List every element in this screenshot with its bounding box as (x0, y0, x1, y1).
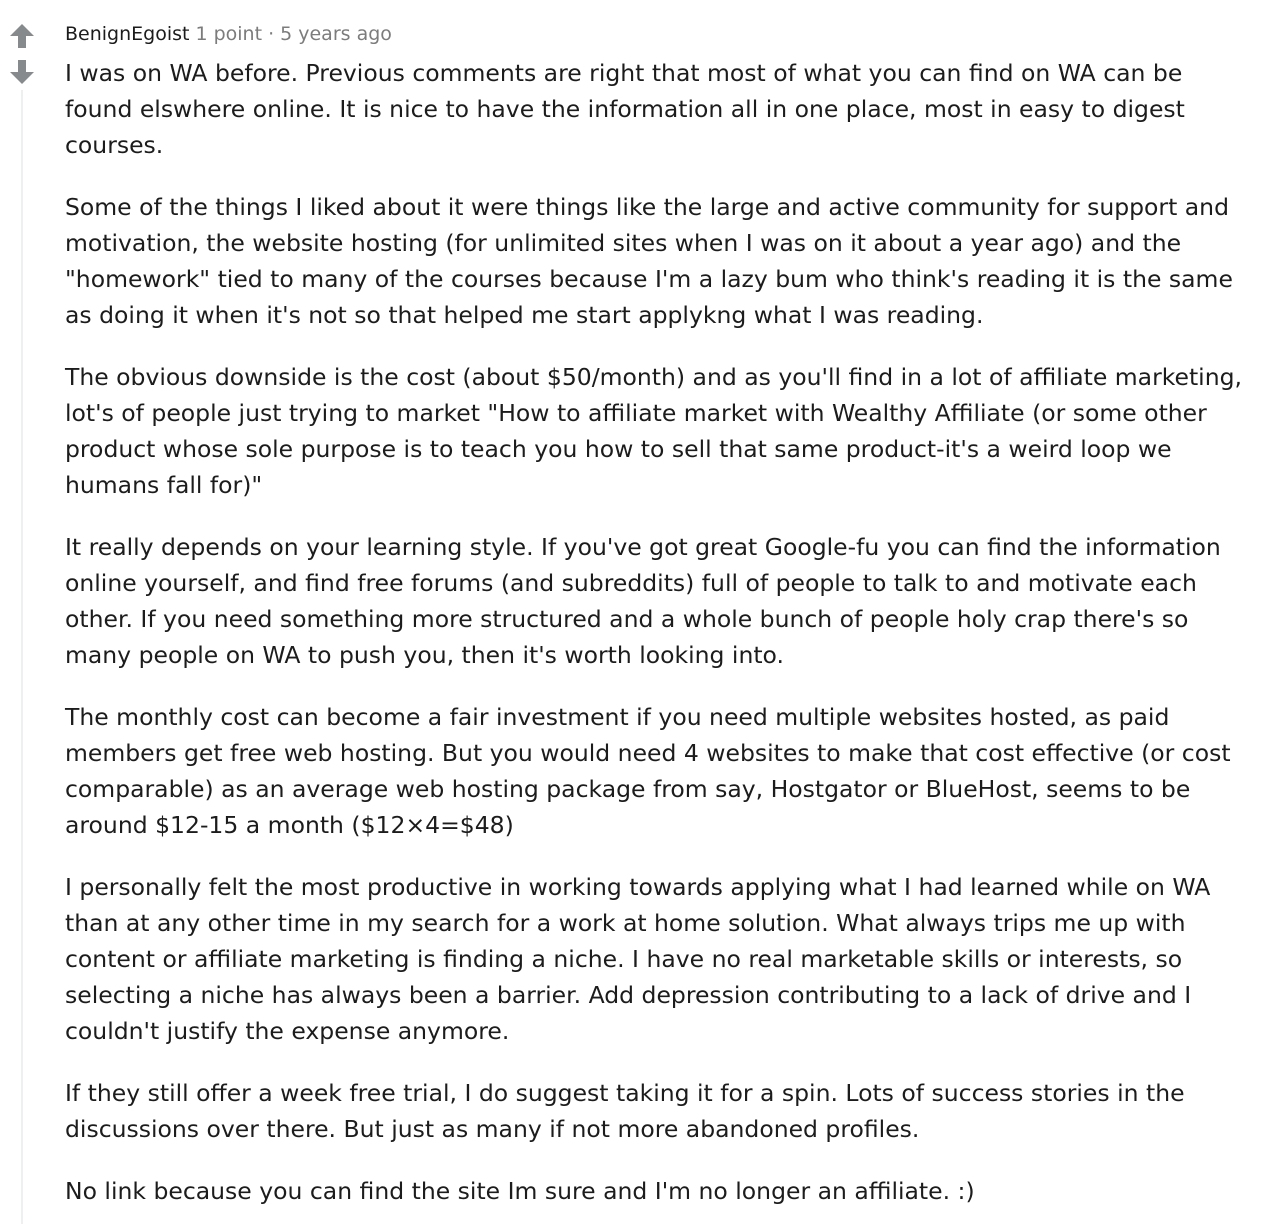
comment-paragraph-4: It really depends on your learning style. If you've got great Google-fu you can find the information online yourself, and find free forums (and subreddits) full of people to talk to and motivate each other. If you need something more structured and a whole bunch of people holy crap there's so many people on WA to push you, then it's worth looking into. (65, 533, 1221, 669)
comment-paragraph-6: I personally felt the most productive in working towards applying what I had learned while on WA than at any other time in my search for a work at home solution. What always trips me up with content or affiliate marketing is finding a niche. I have no real marketable skills or interests, so selecting a niche has always been a barrier. Add depression contributing to a lack of drive and I couldn't justify the expense anymore. (65, 873, 1211, 1045)
comment-author-link[interactable]: BenignEgoist (65, 23, 190, 45)
comment-paragraph-3: The obvious downside is the cost (about $50/month) and as you'll find in a lot of affiliate marketing, lot's of people just trying to market "How to affiliate market with Wealthy Affiliate (or some other product whose sole purpose is to teach you how to sell that same product-it's a weird loop we humans fall for)" (65, 363, 1242, 499)
comment-timestamp[interactable]: 5 years ago (280, 23, 392, 45)
upvote-button[interactable] (8, 22, 36, 50)
downvote-button[interactable] (8, 58, 36, 86)
comment-meta (65, 20, 392, 48)
comment-paragraph-5: The monthly cost can become a fair investment if you need multiple websites hosted, as paid members get free web hosting. But you would need 4 websites to make that cost effective (or cost comparable) as an average web hosting package from say, Hostgator or BlueHost, seems to be around $12-15 a month ($12×4=$48) (65, 703, 1231, 839)
meta-separator: · (268, 23, 275, 45)
comment-paragraph-7: If they still offer a week free trial, I do suggest taking it for a spin. Lots of success stories in the discussions over there. But just as many if not more abandoned profiles. (65, 1079, 1185, 1143)
comment-paragraph-1: I was on WA before. Previous comments are right that most of what you can find on WA can be found elswhere online. It is nice to have the information all in one place, most in easy to digest courses. (65, 59, 1185, 159)
upvote-arrow-icon (8, 22, 36, 50)
comment-paragraph-8: No link because you can find the site Im sure and I'm no longer an affiliate. :) (65, 1177, 975, 1205)
comment-body (65, 55, 1245, 1209)
downvote-arrow-icon (8, 58, 36, 86)
thread-collapse-line[interactable] (21, 90, 23, 1224)
comment-score: 1 point (195, 23, 263, 45)
comment-paragraph-2: Some of the things I liked about it were things like the large and active community for support and motivation, the website hosting (for unlimited sites when I was on it about a year ago) and the "homework" tied to many of the courses because I'm a lazy bum who think's reading it is the same as doing it when it's not so that helped me start applykng what I was reading. (65, 193, 1233, 329)
